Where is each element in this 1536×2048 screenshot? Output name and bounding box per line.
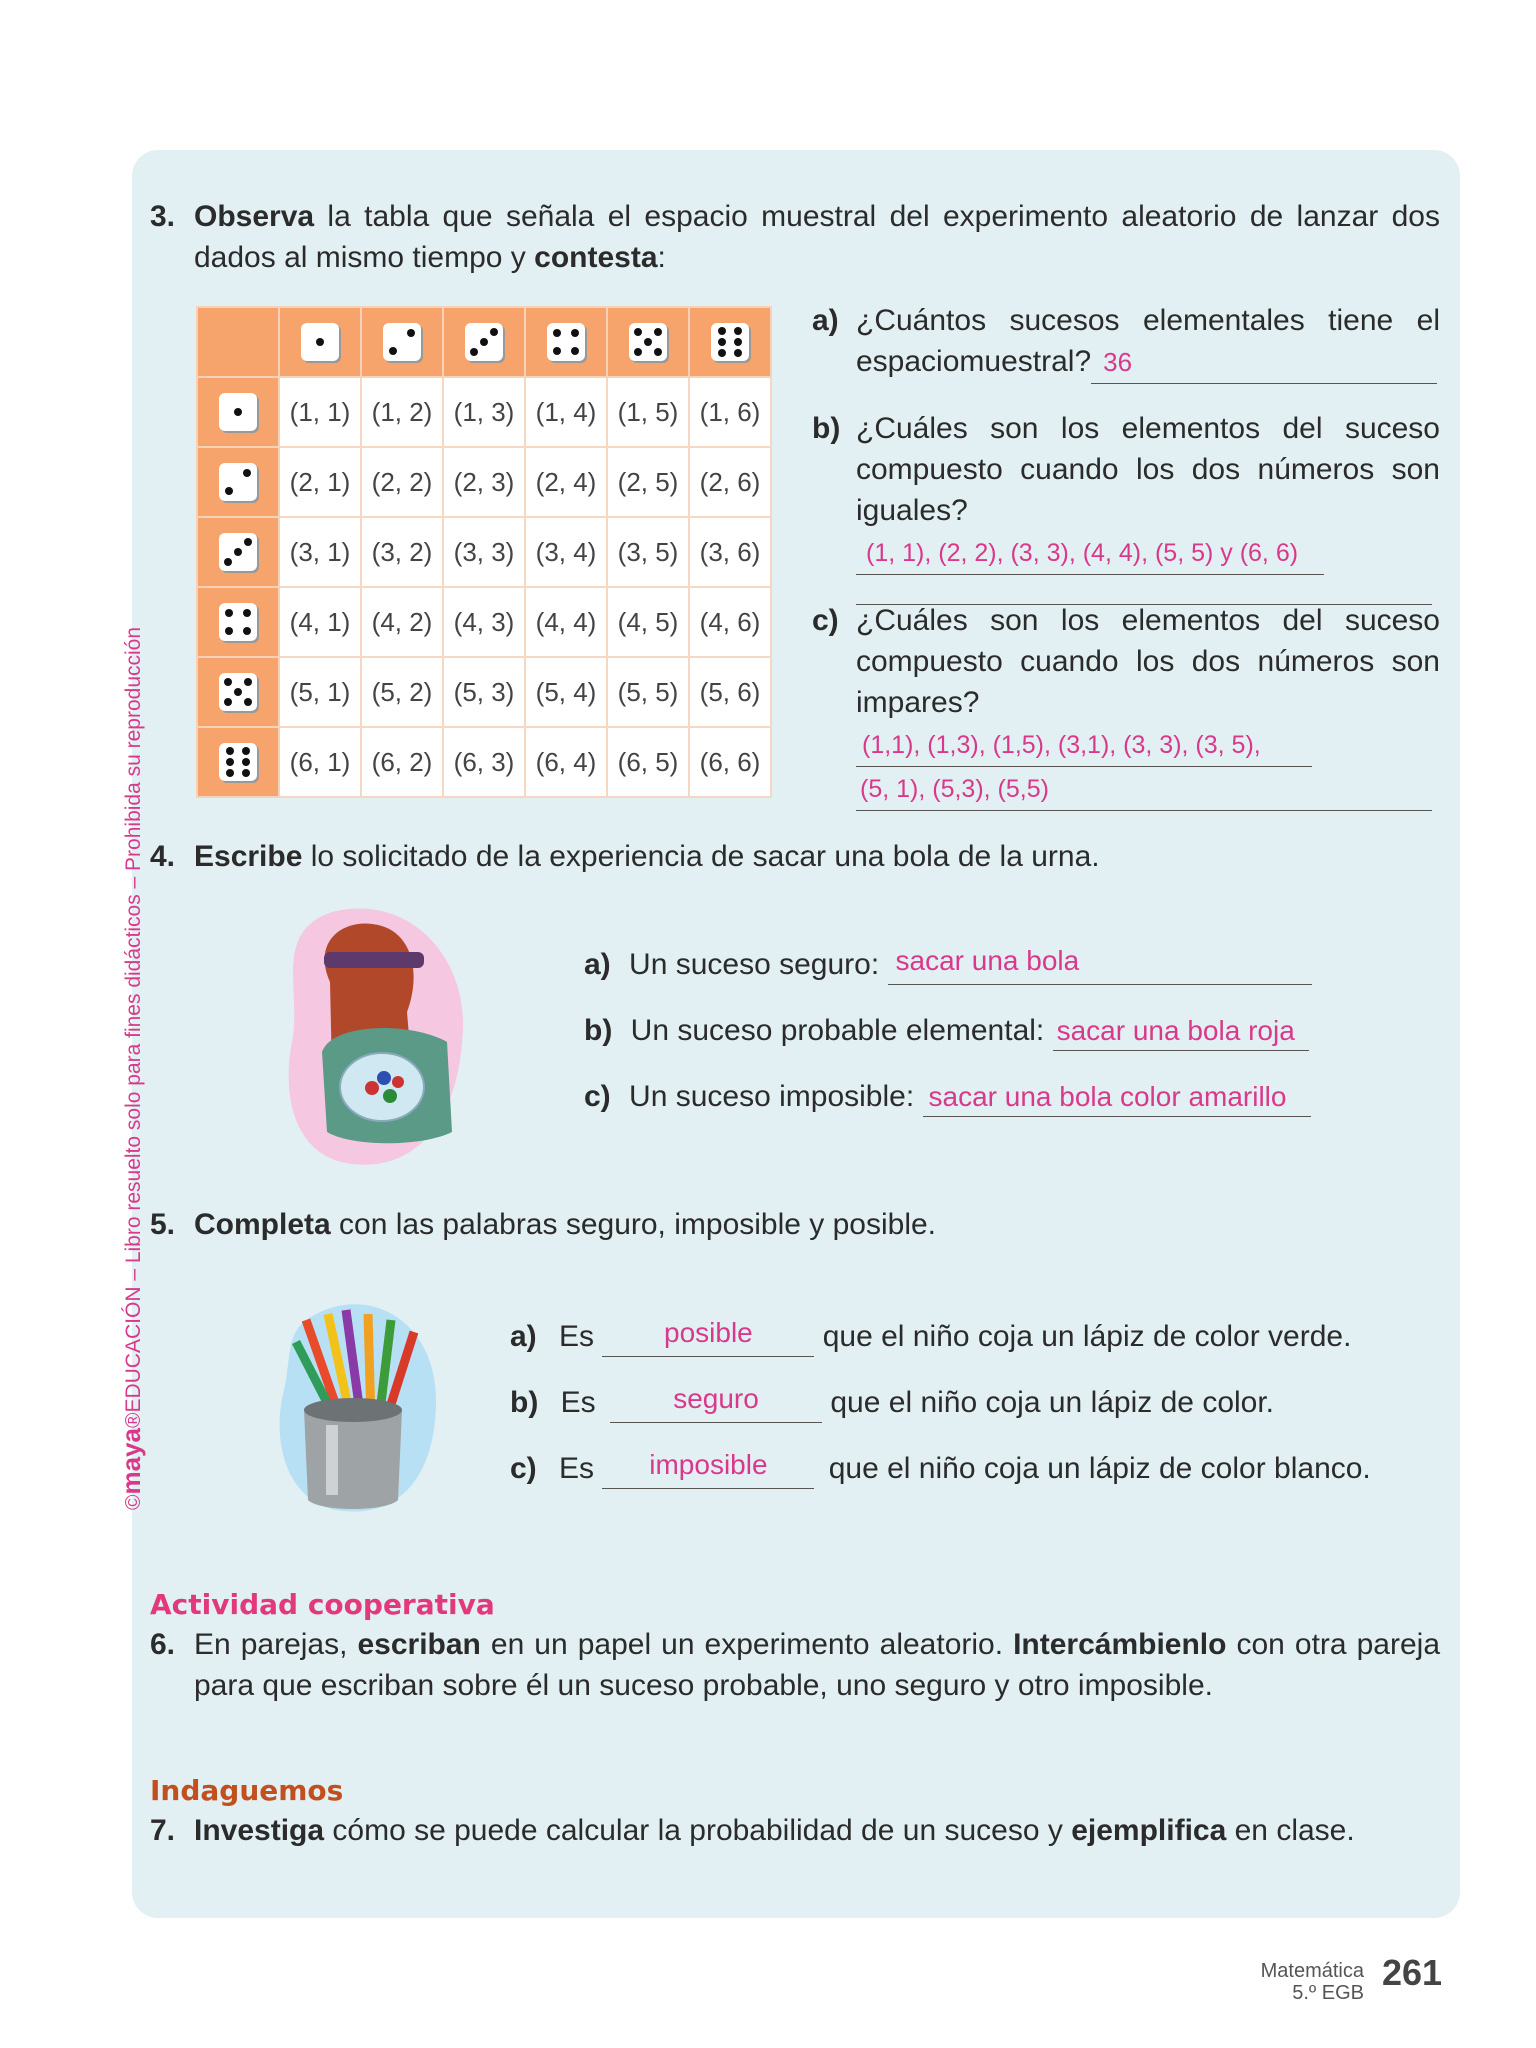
die-1-icon xyxy=(301,323,339,361)
table-cell: (1, 3) xyxy=(443,377,525,447)
table-row xyxy=(197,447,771,517)
q7-prompt: 7. Investiga cómo se puede calcular la probabilidad de un suceso y ejemplifica en clase. xyxy=(150,1814,1355,1847)
table-cell: (1, 4) xyxy=(525,377,607,447)
q4c: c) Un suceso imposible: sacar una bola color amarillo xyxy=(584,1076,1311,1117)
table-cell: (6, 4) xyxy=(525,727,607,797)
die-2-icon xyxy=(383,323,421,361)
table-cell: (3, 6) xyxy=(689,517,771,587)
die-1-icon xyxy=(219,393,257,431)
die-5-icon xyxy=(629,323,667,361)
table-cell: (6, 6) xyxy=(689,727,771,797)
table-cell: (4, 5) xyxy=(607,587,689,657)
table-cell: (5, 3) xyxy=(443,657,525,727)
q5-prompt: 5. Completa con las palabras seguro, imposible y posible. xyxy=(150,1208,937,1241)
q3c: c) ¿Cuáles son los elementos del suceso compuesto cuando los dos números son impares? (1,1), (1,3), (1,5), (3,1), (3, 3), (3, 5), (5, 1), (5,3), (5,5) xyxy=(812,600,1440,641)
table-cell: (2, 2) xyxy=(361,447,443,517)
table-cell: (6, 3) xyxy=(443,727,525,797)
table-cell: (1, 5) xyxy=(607,377,689,447)
table-cell: (2, 4) xyxy=(525,447,607,517)
q5a: a) Es posible que el niño coja un lápiz de color verde. xyxy=(510,1316,1351,1357)
q5c: c) Es imposible que el niño coja un lápiz de color blanco. xyxy=(510,1448,1371,1489)
table-cell: (5, 6) xyxy=(689,657,771,727)
table-cell: (5, 4) xyxy=(525,657,607,727)
table-cell: (6, 2) xyxy=(361,727,443,797)
table-cell: (4, 1) xyxy=(279,587,361,657)
table-cell: (2, 5) xyxy=(607,447,689,517)
q4a: a) Un suceso seguro: sacar una bola xyxy=(584,944,1312,985)
q5b: b) Es seguro que el niño coja un lápiz de color. xyxy=(510,1382,1274,1423)
table-cell: (1, 6) xyxy=(689,377,771,447)
table-cell: (3, 1) xyxy=(279,517,361,587)
table-cell: (4, 3) xyxy=(443,587,525,657)
girl-urn-illustration xyxy=(272,902,472,1172)
copyright-sidebar: ©maya®EDUCACIÓN – Libro resuelto solo para fines didácticos – Prohibida su reproducción xyxy=(116,626,146,1510)
q4b: b) Un suceso probable elemental: sacar una bola roja xyxy=(584,1010,1309,1051)
table-row xyxy=(197,657,771,727)
table-cell: (3, 2) xyxy=(361,517,443,587)
footer-subject: Matemática 5.º EGB xyxy=(1260,1960,1364,2004)
die-4-icon xyxy=(547,323,585,361)
page-number: 261 xyxy=(1382,1952,1443,1993)
q3b: b) ¿Cuáles son los elementos del suceso compuesto cuando los dos números son iguales? (1, 1), (2, 2), (3, 3), (4, 4), (5, 5) y (6, 6) xyxy=(812,408,1440,449)
pencil-cup-illustration xyxy=(276,1290,446,1520)
table-cell: (4, 4) xyxy=(525,587,607,657)
die-5-icon xyxy=(219,673,257,711)
table-cell: (2, 6) xyxy=(689,447,771,517)
table-cell: (6, 1) xyxy=(279,727,361,797)
table-cell: (1, 1) xyxy=(279,377,361,447)
die-3-icon xyxy=(219,533,257,571)
q4-prompt: 4. Escribe lo solicitado de la experiencia de sacar una bola de la urna. xyxy=(150,840,1100,873)
table-row xyxy=(197,517,771,587)
sample-space-table xyxy=(196,306,772,798)
table-corner xyxy=(197,307,279,377)
die-2-icon xyxy=(219,463,257,501)
table-cell: (5, 5) xyxy=(607,657,689,727)
table-row xyxy=(197,377,771,447)
table-cell: (5, 1) xyxy=(279,657,361,727)
q3a: a) ¿Cuántos sucesos elementales tiene el espaciomuestral? 36 xyxy=(812,300,1440,341)
table-row xyxy=(197,587,771,657)
table-cell: (3, 5) xyxy=(607,517,689,587)
die-3-icon xyxy=(465,323,503,361)
table-cell: (2, 3) xyxy=(443,447,525,517)
die-6-icon xyxy=(219,743,257,781)
table-header-row xyxy=(197,307,771,377)
table-cell: (4, 2) xyxy=(361,587,443,657)
table-cell: (1, 2) xyxy=(361,377,443,447)
table-row xyxy=(197,727,771,797)
table-cell: (6, 5) xyxy=(607,727,689,797)
die-6-icon xyxy=(711,323,749,361)
table-cell: (2, 1) xyxy=(279,447,361,517)
q3-prompt: 3. Observa la tabla que señala el espacio muestral del experimento aleatorio de lanzar dos dados al mismo tiempo y contesta: xyxy=(150,200,1440,274)
table-cell: (4, 6) xyxy=(689,587,771,657)
table-cell: (3, 3) xyxy=(443,517,525,587)
table-cell: (3, 4) xyxy=(525,517,607,587)
die-4-icon xyxy=(219,603,257,641)
research-heading: Indaguemos xyxy=(150,1774,344,1807)
q6-prompt: 6. En parejas, escriban en un papel un experimento aleatorio. Intercámbienlo con otra pareja para que escriban sobre él un suceso probable, uno seguro y otro imposible. xyxy=(150,1628,1441,1702)
table-cell: (5, 2) xyxy=(361,657,443,727)
cooperative-heading: Actividad cooperativa xyxy=(150,1588,495,1621)
